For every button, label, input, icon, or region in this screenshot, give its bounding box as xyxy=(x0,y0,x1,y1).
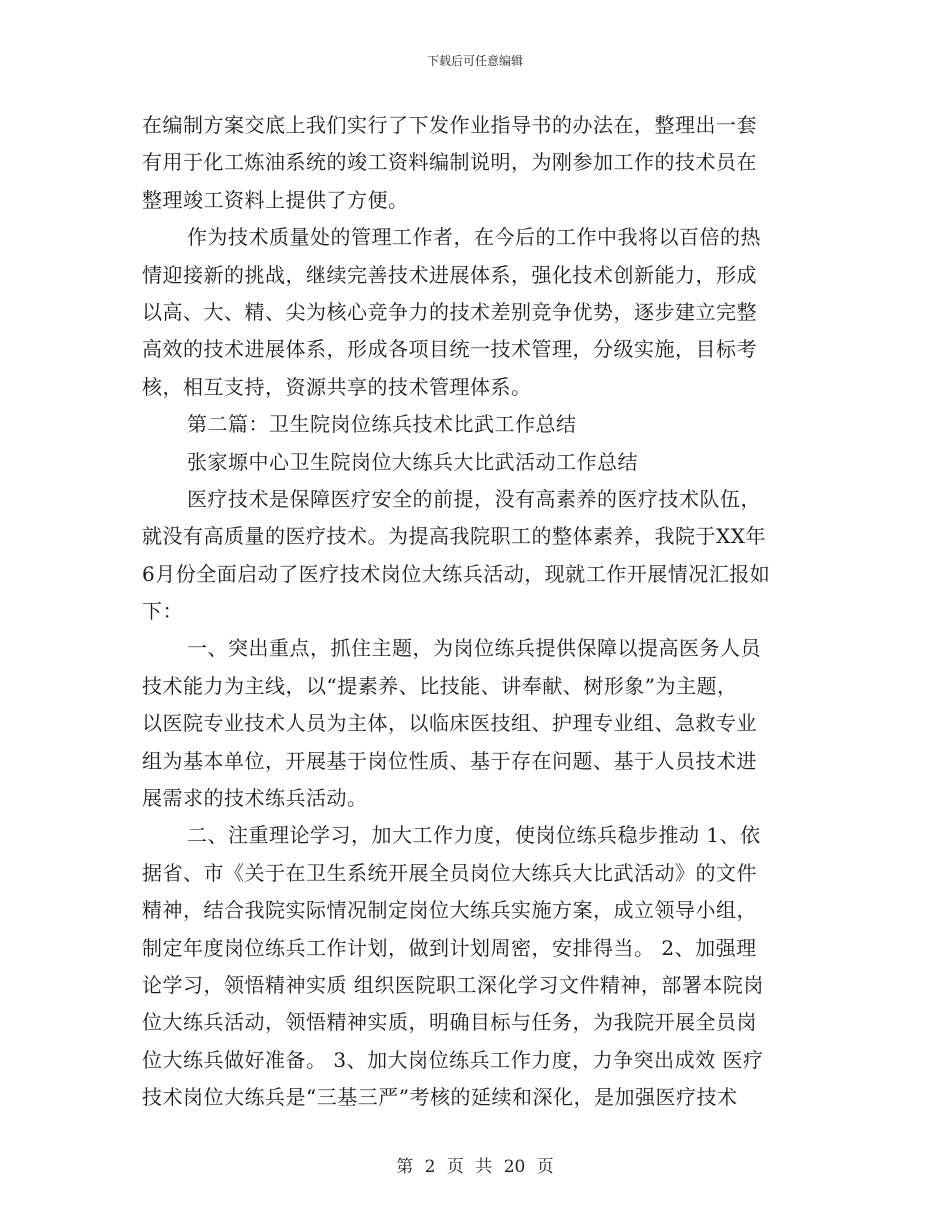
text-line: 就没有高质量的医疗技术。为提高我院职工的整体素养，我院于XX年 xyxy=(142,524,766,549)
paragraph-start: 一、突出重点，抓住主题，为岗位练兵提供保障以提高医务人员 xyxy=(187,636,761,661)
text-line: 精神，结合我院实际情况制定岗位大练兵实施方案，成立领导小组， xyxy=(142,898,757,923)
text-line: 整理竣工资料上提供了方便。 xyxy=(142,187,409,212)
document-title: 张家塬中心卫生院岗位大练兵大比武活动工作总结 xyxy=(187,449,638,474)
text-line: 技术能力为主线，以“提素养、比技能、讲奉献、树形象”为主题， xyxy=(142,673,738,698)
text-line: 制定年度岗位练兵工作计划，做到计划周密，安排得当。 2、加强理 xyxy=(142,935,757,960)
text-line: 以高、大、精、尖为核心竞争力的技术差别竞争优势，逐步建立完整 xyxy=(142,299,757,324)
page-footer: 第 2 页 共 20 页 xyxy=(396,1157,554,1177)
text-line: 核，相互支持，资源共享的技术管理体系。 xyxy=(142,374,532,399)
text-line: 在编制方案交底上我们实行了下发作业指导书的办法在，整理出一套 xyxy=(142,113,757,137)
text-line: 高效的技术进展体系，形成各项目统一技术管理，分级实施，目标考 xyxy=(142,337,757,362)
text-line: 展需求的技术练兵活动。 xyxy=(142,786,368,811)
paragraph-start: 二、注重理论学习，加大工作力度，使岗位练兵稳步推动 1、依 xyxy=(187,823,761,848)
text-line: 6月份全面启动了医疗技术岗位大练兵活动，现就工作开展情况汇报如 xyxy=(142,561,771,586)
text-line: 技术岗位大练兵是“三基三严”考核的延续和深化，是加强医疗技术 xyxy=(142,1085,738,1110)
text-line: 以医院专业技术人员为主体，以临床医技组、护理专业组、急救专业 xyxy=(142,711,757,736)
paragraph-start: 作为技术质量处的管理工作者，在今后的工作中我将以百倍的热 xyxy=(187,225,761,250)
text-line: 位大练兵活动，领悟精神实质，明确目标与任务，为我院开展全员岗 xyxy=(142,1010,757,1035)
document-body xyxy=(142,107,812,1117)
text-line: 组为基本单位，开展基于岗位性质、基于存在问题、基于人员技术进 xyxy=(142,748,757,773)
text-line: 据省、市《关于在卫生系统开展全员岗位大练兵大比武活动》的文件 xyxy=(142,860,757,885)
text-line: 情迎接新的挑战，继续完善技术进展体系，强化技术创新能力，形成 xyxy=(142,262,757,287)
section-heading: 第二篇：卫生院岗位练兵技术比武工作总结 xyxy=(187,412,577,437)
text-line: 下： xyxy=(142,599,183,624)
text-line: 位大练兵做好准备。 3、加大岗位练兵工作力度，力争突出成效 医疗 xyxy=(142,1047,764,1072)
text-line: 论学习，领悟精神实质 组织医院职工深化学习文件精神，部署本院岗 xyxy=(142,972,764,997)
text-line: 有用于化工炼油系统的竣工资料编制说明，为刚参加工作的技术员在 xyxy=(142,150,757,175)
paragraph-start: 医疗技术是保障医疗安全的前提，没有高素养的医疗技术队伍， xyxy=(187,486,761,511)
page-header: 下载后可任意编辑 xyxy=(426,54,523,68)
